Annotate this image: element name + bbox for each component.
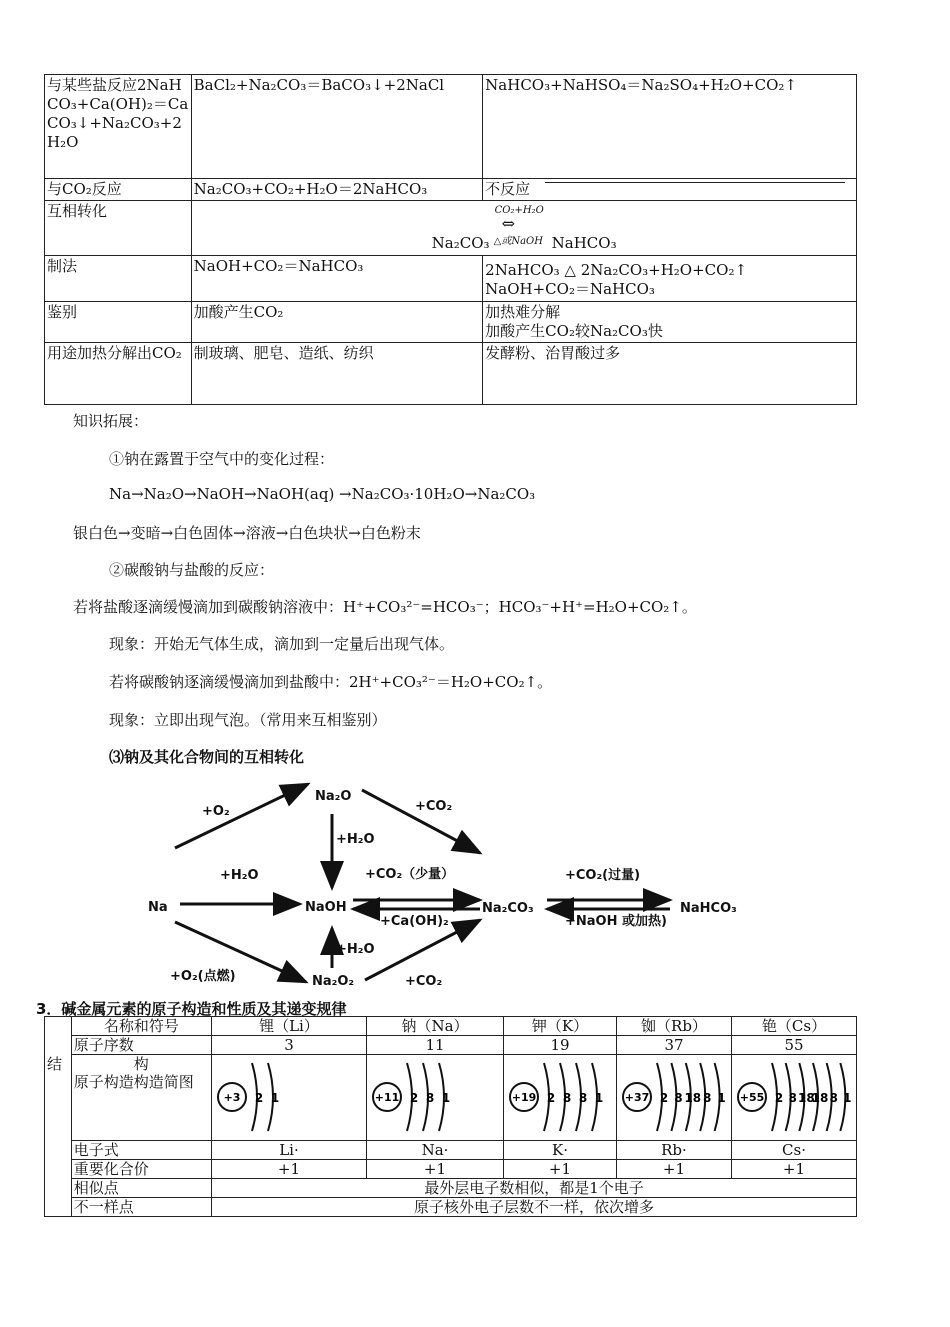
item2-case2: 若将碳酸钠逐滴缓慢滴加到盐酸中：2H⁺+CO₃²⁻＝H₂O+CO₂↑。 [109, 673, 553, 691]
header-li: 锂（Li） [211, 1017, 366, 1036]
row-label: 与某些盐反应2NaHCO₃+Ca(OH)₂＝CaCO₃↓+Na₂CO₃+2H₂O [45, 75, 192, 179]
nucleus-label: +37 [624, 1091, 650, 1104]
shell-count: 8 [703, 1091, 712, 1105]
shell-count: 8 [788, 1091, 797, 1105]
header-col0: 名称和符号 [71, 1017, 211, 1036]
table-row [45, 1036, 857, 1055]
conversion-cell [191, 201, 856, 256]
value-cell: 37 [616, 1036, 731, 1055]
line2: NaOH+CO₂＝NaHCO₃ [485, 280, 655, 298]
table-row [45, 302, 857, 343]
nahco3-cell: NaHCO₃+NaHSO₄＝Na₂SO₄+H₂O+CO₂↑ [483, 75, 857, 179]
value-cell: +1 [366, 1160, 503, 1179]
item3-title: ⑶钠及其化合物间的互相转化 [109, 748, 305, 766]
label-na-naoh: +H₂O [220, 868, 259, 883]
value-cell: +1 [616, 1160, 731, 1179]
nucleus-label: +55 [739, 1091, 765, 1104]
arrow-na-na2o [175, 784, 308, 848]
nahco3-cell [483, 179, 857, 201]
row-label: 制法 [45, 256, 192, 302]
shell-count: 2 [546, 1091, 556, 1105]
value-cell: Cs· [731, 1141, 856, 1160]
header-na: 钠（Na） [366, 1017, 503, 1036]
shell-count: 8 [829, 1091, 838, 1105]
nahco3-text: 不反应 [485, 180, 531, 198]
na2co3-cell: BaCl₂+Na₂CO₃＝BaCO₃↓+2NaCl [191, 75, 483, 179]
value-cell: Na· [366, 1141, 503, 1160]
line2: 加酸产生CO₂较Na₂CO₃快 [485, 322, 663, 340]
nucleus-label: +3 [223, 1091, 241, 1104]
conv-top: CO₂+H₂O [494, 205, 544, 216]
row-label: 相似点 [71, 1179, 211, 1198]
atom-diagram-rb [619, 1055, 729, 1139]
shell-count: 2 [409, 1091, 419, 1105]
conv-right: NaHCO₃ [551, 234, 617, 252]
value-cell: Li· [211, 1141, 366, 1160]
row-label: 不一样点 [71, 1198, 211, 1217]
merged-value: 原子核外电子层数不一样，依次增多 [211, 1198, 856, 1217]
shell-count: 1 [270, 1091, 280, 1105]
value-cell: +1 [731, 1160, 856, 1179]
shell-count: 2 [659, 1091, 669, 1105]
node-nahco3: NaHCO₃ [680, 901, 737, 916]
shell-count: 8 [425, 1091, 435, 1105]
header-cs: 铯（Cs） [731, 1017, 856, 1036]
item2-phen2: 现象：立即出现气泡。（常用来互相鉴别） [109, 711, 387, 729]
value-cell: 11 [366, 1036, 503, 1055]
section3-title: 3．碱金属元素的原子构造和性质及其递变规律 [36, 1000, 347, 1018]
shell-count: 1 [441, 1091, 451, 1105]
atom-diagram-cs [734, 1055, 854, 1139]
shell-count: 8 [674, 1091, 683, 1105]
table-row [45, 1055, 857, 1141]
shell-count: 8 [562, 1091, 572, 1105]
divider [545, 182, 845, 183]
value-cell: Rb· [616, 1141, 731, 1160]
label-na2co3-nahco3: +CO₂(过量) [565, 868, 641, 883]
label-na-na2o2: +O₂(点燃) [170, 969, 236, 984]
label-na2o2-naoh: +H₂O [336, 942, 375, 957]
table-row [45, 1198, 857, 1217]
table-row [45, 343, 857, 405]
label-na2o-naoh: +H₂O [336, 832, 375, 847]
blank-cell [45, 1017, 72, 1036]
comparison-table [44, 74, 857, 405]
shell-count: 2 [774, 1091, 784, 1105]
merged-value: 最外层电子数相似，都是1个电子 [211, 1179, 856, 1198]
group-label: 结 [45, 1055, 72, 1217]
conv-bottom: △或NaOH [493, 236, 543, 247]
row-label: 与CO₂反应 [45, 179, 192, 201]
ext-title: 知识拓展： [73, 412, 149, 430]
header-rb: 铷（Rb） [616, 1017, 731, 1036]
shell-count: 2 [254, 1091, 264, 1105]
row-label: 电子式 [71, 1141, 211, 1160]
na2co3-cell: 加酸产生CO₂ [191, 302, 483, 343]
value-cell: +1 [503, 1160, 616, 1179]
table-row [45, 201, 857, 256]
nahco3-cell [483, 302, 857, 343]
label-main: 原子构造构造简图 [73, 1073, 194, 1091]
item2-case1: 若将盐酸逐滴缓慢滴加到碳酸钠溶液中：H⁺+CO₃²⁻=HCO₃⁻；HCO₃⁻+H⁺=H₂O+CO₂↑。 [73, 598, 697, 616]
nucleus-label: +19 [511, 1091, 537, 1104]
shell-count: 18 [797, 1091, 815, 1105]
row-label [71, 1055, 211, 1141]
label-top: 构 [133, 1055, 149, 1073]
table-header-row [45, 1017, 857, 1036]
node-naoh: NaOH [305, 900, 347, 915]
table-row [45, 1141, 857, 1160]
nahco3-cell [483, 256, 857, 302]
table-row [45, 75, 857, 179]
node-na2o2: Na₂O₂ [312, 974, 355, 989]
row-label: 用途加热分解出CO₂ [45, 343, 192, 405]
item1-chain: Na→Na₂O→NaOH→NaOH(aq) →Na₂CO₃·10H₂O→Na₂CO₃ [109, 485, 536, 503]
nucleus-label: +11 [374, 1091, 400, 1104]
row-label: 鉴别 [45, 302, 192, 343]
value-cell: K· [503, 1141, 616, 1160]
atom-diagram-li [214, 1055, 364, 1139]
label-na2o-na2co3: +CO₂ [415, 799, 453, 814]
line1: 加热难分解 [485, 303, 561, 321]
conversion-diagram [140, 778, 760, 993]
double-arrow-icon: ⇔ [501, 214, 516, 233]
label-nahco3-na2co3: +NaOH 或加热) [565, 914, 667, 929]
label-na2o2-na2co3: +CO₂ [405, 974, 443, 989]
value-cell: 3 [211, 1036, 366, 1055]
nahco3-cell: 发酵粉、治胃酸过多 [483, 343, 857, 405]
shell-count: 18 [684, 1091, 702, 1105]
item1-title: ①钠在露置于空气中的变化过程： [109, 450, 335, 468]
table-row [45, 1160, 857, 1179]
shell-count: 18 [811, 1091, 829, 1105]
table-row [45, 179, 857, 201]
row-label: 互相转化 [45, 201, 192, 256]
table-row [45, 256, 857, 302]
atom-diagram-na [369, 1055, 501, 1139]
item1-colors: 银白色→变暗→白色固体→溶液→白色块状→白色粉末 [73, 524, 421, 542]
alkali-metal-table [44, 1016, 857, 1217]
table-row [45, 1179, 857, 1198]
atom-cell [731, 1055, 856, 1141]
node-na2co3: Na₂CO₃ [482, 901, 534, 916]
arrow-na2o2-na2co3 [365, 920, 480, 980]
na2co3-cell: NaOH+CO₂＝NaHCO₃ [191, 256, 483, 302]
value-cell: +1 [211, 1160, 366, 1179]
label-na-na2o: +O₂ [202, 804, 230, 819]
value-cell: 55 [731, 1036, 856, 1055]
shell-count: 1 [843, 1091, 852, 1105]
label-naoh-na2co3: +CO₂（少量） [365, 867, 455, 882]
value-cell: 19 [503, 1036, 616, 1055]
atom-cell [616, 1055, 731, 1141]
na2co3-cell: Na₂CO₃+CO₂+H₂O＝2NaHCO₃ [191, 179, 483, 201]
atom-cell [211, 1055, 366, 1141]
shell-count: 1 [594, 1091, 604, 1105]
node-na2o: Na₂O [315, 789, 352, 804]
na2co3-cell: 制玻璃、肥皂、造纸、纺织 [191, 343, 483, 405]
atom-diagram-k [506, 1055, 614, 1139]
atom-cell [503, 1055, 616, 1141]
item2-phen1: 现象：开始无气体生成，滴加到一定量后出现气体。 [109, 635, 455, 653]
node-na: Na [148, 900, 168, 915]
row-label: 重要化合价 [71, 1160, 211, 1179]
shell-count: 1 [717, 1091, 726, 1105]
label-na2co3-naoh: +Ca(OH)₂ [380, 914, 449, 929]
shell-count: 8 [578, 1091, 588, 1105]
header-k: 钾（K） [503, 1017, 616, 1036]
line1: 2NaHCO₃ △ 2Na₂CO₃+H₂O+CO₂↑ [485, 261, 748, 279]
blank-cell [45, 1036, 72, 1055]
item2-title: ②碳酸钠与盐酸的反应： [109, 561, 275, 579]
conv-left: Na₂CO₃ [431, 234, 490, 252]
atom-cell [366, 1055, 503, 1141]
row-label: 原子序数 [71, 1036, 211, 1055]
